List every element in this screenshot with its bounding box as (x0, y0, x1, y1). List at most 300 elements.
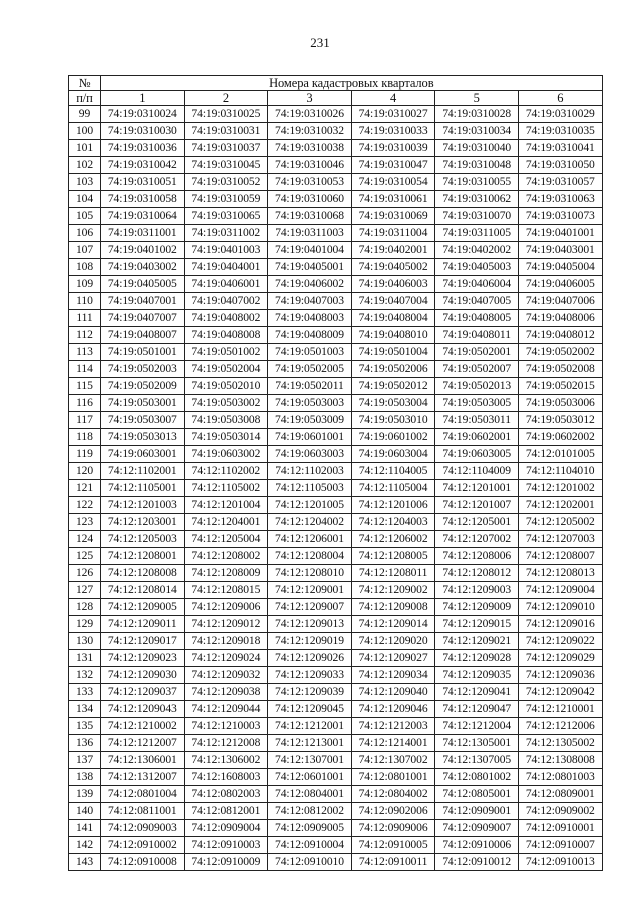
row-number: 121 (69, 480, 101, 497)
cadastral-quarter-cell: 74:12:1212004 (435, 718, 519, 735)
cadastral-quarter-cell: 74:19:0310027 (351, 106, 435, 123)
cadastral-quarter-cell: 74:12:1206002 (351, 531, 435, 548)
cadastral-quarters-table (68, 75, 603, 871)
cadastral-quarter-cell: 74:19:0405001 (268, 259, 352, 276)
cadastral-quarter-cell: 74:19:0407003 (268, 293, 352, 310)
header-row-group (69, 76, 603, 91)
cadastral-quarter-cell: 74:19:0311003 (268, 225, 352, 242)
table-row (69, 701, 603, 718)
cadastral-quarter-cell: 74:19:0310048 (435, 157, 519, 174)
cadastral-quarter-cell: 74:19:0402001 (351, 242, 435, 259)
cadastral-quarter-cell: 74:19:0401004 (268, 242, 352, 259)
cadastral-quarter-cell: 74:12:1104009 (435, 463, 519, 480)
header-row-columns (69, 91, 603, 106)
cadastral-quarter-cell: 74:19:0406004 (435, 276, 519, 293)
cadastral-quarter-cell: 74:19:0502007 (435, 361, 519, 378)
table-row (69, 854, 603, 871)
row-number: 129 (69, 616, 101, 633)
cadastral-quarter-cell: 74:12:0811001 (101, 803, 185, 820)
table-row (69, 803, 603, 820)
cadastral-quarter-cell: 74:12:1209030 (101, 667, 185, 684)
cadastral-quarter-cell: 74:19:0503011 (435, 412, 519, 429)
row-number: 119 (69, 446, 101, 463)
cadastral-quarter-cell: 74:12:0910010 (268, 854, 352, 871)
cadastral-quarter-cell: 74:19:0310054 (351, 174, 435, 191)
table-row (69, 548, 603, 565)
row-number: 118 (69, 429, 101, 446)
cadastral-quarter-cell: 74:12:1209033 (268, 667, 352, 684)
num-header-bottom: п/п (69, 91, 101, 106)
cadastral-quarter-cell: 74:12:1209044 (184, 701, 268, 718)
cadastral-quarter-cell: 74:19:0401001 (518, 225, 602, 242)
cadastral-quarter-cell: 74:12:0909002 (518, 803, 602, 820)
cadastral-quarter-cell: 74:12:0910002 (101, 837, 185, 854)
cadastral-quarter-cell: 74:19:0311005 (435, 225, 519, 242)
cadastral-quarter-cell: 74:12:0909007 (435, 820, 519, 837)
cadastral-quarter-cell: 74:12:1205001 (435, 514, 519, 531)
table-row (69, 786, 603, 803)
cadastral-quarter-cell: 74:12:1308008 (518, 752, 602, 769)
cadastral-quarter-cell: 74:19:0502001 (435, 344, 519, 361)
cadastral-quarter-cell: 74:19:0408010 (351, 327, 435, 344)
row-number: 115 (69, 378, 101, 395)
cadastral-quarter-cell: 74:19:0310030 (101, 123, 185, 140)
cadastral-quarter-cell: 74:19:0601001 (268, 429, 352, 446)
cadastral-quarter-cell: 74:12:0910007 (518, 837, 602, 854)
cadastral-quarter-cell: 74:19:0401003 (184, 242, 268, 259)
cadastral-quarter-cell: 74:19:0406001 (184, 276, 268, 293)
cadastral-quarter-cell: 74:19:0407005 (435, 293, 519, 310)
cadastral-quarter-cell: 74:19:0502012 (351, 378, 435, 395)
cadastral-quarter-cell: 74:19:0310029 (518, 106, 602, 123)
cadastral-quarter-cell: 74:19:0502004 (184, 361, 268, 378)
cadastral-quarter-cell: 74:19:0501004 (351, 344, 435, 361)
cadastral-quarter-cell: 74:12:1208007 (518, 548, 602, 565)
cadastral-quarter-cell: 74:12:0801004 (101, 786, 185, 803)
cadastral-quarter-cell: 74:19:0602001 (435, 429, 519, 446)
cadastral-quarter-cell: 74:12:1209028 (435, 650, 519, 667)
cadastral-quarter-cell: 74:19:0310068 (268, 208, 352, 225)
cadastral-quarter-cell: 74:12:1201005 (268, 497, 352, 514)
row-number: 99 (69, 106, 101, 123)
cadastral-quarter-cell: 74:12:1212008 (184, 735, 268, 752)
column-number: 5 (435, 91, 519, 106)
table-row (69, 514, 603, 531)
row-number: 135 (69, 718, 101, 735)
cadastral-quarter-cell: 74:12:1105003 (268, 480, 352, 497)
cadastral-quarter-cell: 74:12:1212003 (351, 718, 435, 735)
cadastral-quarter-cell: 74:12:1207003 (518, 531, 602, 548)
cadastral-quarter-cell: 74:12:0101005 (518, 446, 602, 463)
cadastral-quarter-cell: 74:19:0310040 (435, 140, 519, 157)
row-number: 110 (69, 293, 101, 310)
cadastral-quarter-cell: 74:12:1209007 (268, 599, 352, 616)
cadastral-quarter-cell: 74:19:0310070 (435, 208, 519, 225)
cadastral-quarter-cell: 74:12:1204001 (184, 514, 268, 531)
cadastral-quarter-cell: 74:19:0310060 (268, 191, 352, 208)
cadastral-quarter-cell: 74:19:0310039 (351, 140, 435, 157)
column-number: 1 (101, 91, 185, 106)
row-number: 114 (69, 361, 101, 378)
cadastral-quarter-cell: 74:19:0407006 (518, 293, 602, 310)
cadastral-quarter-cell: 74:19:0310064 (101, 208, 185, 225)
cadastral-quarter-cell: 74:19:0310038 (268, 140, 352, 157)
row-number: 104 (69, 191, 101, 208)
cadastral-quarter-cell: 74:19:0503005 (435, 395, 519, 412)
cadastral-quarter-cell: 74:12:1209029 (518, 650, 602, 667)
table-row (69, 531, 603, 548)
cadastral-quarter-cell: 74:12:1209046 (351, 701, 435, 718)
cadastral-quarter-cell: 74:12:1208004 (268, 548, 352, 565)
table-row (69, 684, 603, 701)
cadastral-quarter-cell: 74:19:0502010 (184, 378, 268, 395)
cadastral-quarter-cell: 74:12:1209041 (435, 684, 519, 701)
cadastral-quarter-cell: 74:19:0501002 (184, 344, 268, 361)
table-row (69, 106, 603, 123)
cadastral-quarter-cell: 74:12:1208002 (184, 548, 268, 565)
row-number: 141 (69, 820, 101, 837)
cadastral-quarter-cell: 74:19:0502006 (351, 361, 435, 378)
cadastral-quarter-cell: 74:12:0909005 (268, 820, 352, 837)
cadastral-quarter-cell: 74:12:1209005 (101, 599, 185, 616)
row-number: 112 (69, 327, 101, 344)
cadastral-quarter-cell: 74:19:0310061 (351, 191, 435, 208)
row-number: 124 (69, 531, 101, 548)
cadastral-quarter-cell: 74:19:0310047 (351, 157, 435, 174)
row-number: 111 (69, 310, 101, 327)
cadastral-quarter-cell: 74:19:0310062 (435, 191, 519, 208)
cadastral-quarter-cell: 74:19:0408012 (518, 327, 602, 344)
row-number: 136 (69, 735, 101, 752)
cadastral-quarter-cell: 74:12:0909001 (435, 803, 519, 820)
table-row (69, 565, 603, 582)
cadastral-quarter-cell: 74:19:0405002 (351, 259, 435, 276)
table-row (69, 361, 603, 378)
cadastral-quarter-cell: 74:12:1209004 (518, 582, 602, 599)
cadastral-quarter-cell: 74:12:1209009 (435, 599, 519, 616)
row-number: 137 (69, 752, 101, 769)
row-number: 130 (69, 633, 101, 650)
cadastral-quarter-cell: 74:19:0407007 (101, 310, 185, 327)
table-row (69, 293, 603, 310)
table-row (69, 582, 603, 599)
cadastral-quarter-cell: 74:19:0503003 (268, 395, 352, 412)
cadastral-quarter-cell: 74:19:0310063 (518, 191, 602, 208)
cadastral-quarter-cell: 74:12:0909004 (184, 820, 268, 837)
cadastral-quarter-cell: 74:12:0812002 (268, 803, 352, 820)
cadastral-quarter-cell: 74:12:1205002 (518, 514, 602, 531)
cadastral-quarter-cell: 74:12:1209047 (435, 701, 519, 718)
row-number: 125 (69, 548, 101, 565)
cadastral-quarter-cell: 74:19:0603005 (435, 446, 519, 463)
cadastral-quarter-cell: 74:19:0503010 (351, 412, 435, 429)
table-row (69, 446, 603, 463)
cadastral-quarter-cell: 74:19:0401002 (101, 242, 185, 259)
cadastral-quarter-cell: 74:19:0310036 (101, 140, 185, 157)
row-number: 127 (69, 582, 101, 599)
cadastral-quarter-cell: 74:12:1212007 (101, 735, 185, 752)
cadastral-quarter-cell: 74:12:1209021 (435, 633, 519, 650)
cadastral-quarter-cell: 74:12:1209027 (351, 650, 435, 667)
cadastral-quarter-cell: 74:19:0310059 (184, 191, 268, 208)
table-row (69, 191, 603, 208)
cadastral-quarter-cell: 74:19:0404001 (184, 259, 268, 276)
row-number: 131 (69, 650, 101, 667)
cadastral-quarter-cell: 74:19:0310025 (184, 106, 268, 123)
cadastral-quarter-cell: 74:12:1105004 (351, 480, 435, 497)
cadastral-quarter-cell: 74:19:0407002 (184, 293, 268, 310)
cadastral-quarter-cell: 74:19:0502008 (518, 361, 602, 378)
cadastral-quarter-cell: 74:19:0403002 (101, 259, 185, 276)
cadastral-quarter-cell: 74:19:0310052 (184, 174, 268, 191)
cadastral-quarter-cell: 74:12:1209018 (184, 633, 268, 650)
row-number: 132 (69, 667, 101, 684)
table-row (69, 395, 603, 412)
table-row (69, 327, 603, 344)
cadastral-quarter-cell: 74:12:1102003 (268, 463, 352, 480)
cadastral-quarter-cell: 74:12:1208001 (101, 548, 185, 565)
row-number: 117 (69, 412, 101, 429)
row-number: 100 (69, 123, 101, 140)
cadastral-quarter-cell: 74:19:0502009 (101, 378, 185, 395)
table-row (69, 616, 603, 633)
cadastral-quarter-cell: 74:19:0310037 (184, 140, 268, 157)
table-row (69, 412, 603, 429)
table-row (69, 429, 603, 446)
table-row (69, 140, 603, 157)
cadastral-quarter-cell: 74:19:0310035 (518, 123, 602, 140)
cadastral-quarter-cell: 74:19:0408007 (101, 327, 185, 344)
cadastral-quarter-cell: 74:12:1102001 (101, 463, 185, 480)
row-number: 133 (69, 684, 101, 701)
cadastral-quarter-cell: 74:19:0406003 (351, 276, 435, 293)
cadastral-quarter-cell: 74:19:0503008 (184, 412, 268, 429)
cadastral-quarter-cell: 74:12:1209022 (518, 633, 602, 650)
cadastral-quarter-cell: 74:12:1201002 (518, 480, 602, 497)
cadastral-quarter-cell: 74:12:1201004 (184, 497, 268, 514)
cadastral-quarter-cell: 74:12:1608003 (184, 769, 268, 786)
cadastral-quarter-cell: 74:12:1209034 (351, 667, 435, 684)
cadastral-quarter-cell: 74:12:1306001 (101, 752, 185, 769)
cadastral-quarter-cell: 74:19:0310032 (268, 123, 352, 140)
cadastral-quarter-cell: 74:19:0603004 (351, 446, 435, 463)
cadastral-quarter-cell: 74:19:0405003 (435, 259, 519, 276)
cadastral-quarter-cell: 74:19:0503006 (518, 395, 602, 412)
cadastral-quarter-cell: 74:12:1201007 (435, 497, 519, 514)
cadastral-quarter-cell: 74:12:0910008 (101, 854, 185, 871)
cadastral-quarter-cell: 74:12:1306002 (184, 752, 268, 769)
cadastral-quarter-cell: 74:12:1208014 (101, 582, 185, 599)
cadastral-quarter-cell: 74:19:0310057 (518, 174, 602, 191)
cadastral-quarter-cell: 74:12:0909003 (101, 820, 185, 837)
cadastral-quarter-cell: 74:19:0502011 (268, 378, 352, 395)
cadastral-quarter-cell: 74:12:1209011 (101, 616, 185, 633)
cadastral-quarter-cell: 74:12:1203001 (101, 514, 185, 531)
cadastral-quarter-cell: 74:19:0601002 (351, 429, 435, 446)
row-number: 106 (69, 225, 101, 242)
row-number: 116 (69, 395, 101, 412)
cadastral-quarter-cell: 74:12:1209023 (101, 650, 185, 667)
cadastral-quarter-cell: 74:12:1212001 (268, 718, 352, 735)
cadastral-quarter-cell: 74:12:0902006 (351, 803, 435, 820)
cadastral-quarter-cell: 74:12:1209002 (351, 582, 435, 599)
cadastral-quarter-cell: 74:12:0805001 (435, 786, 519, 803)
cadastral-quarter-cell: 74:12:1209032 (184, 667, 268, 684)
cadastral-quarter-cell: 74:12:1209008 (351, 599, 435, 616)
cadastral-quarter-cell: 74:12:0812001 (184, 803, 268, 820)
table-row (69, 378, 603, 395)
table-row (69, 633, 603, 650)
table-row (69, 123, 603, 140)
cadastral-quarter-cell: 74:12:0910003 (184, 837, 268, 854)
table-row (69, 667, 603, 684)
cadastral-quarter-cell: 74:12:0910011 (351, 854, 435, 871)
row-number: 123 (69, 514, 101, 531)
cadastral-quarter-cell: 74:12:1201006 (351, 497, 435, 514)
cadastral-quarter-cell: 74:12:1209003 (435, 582, 519, 599)
cadastral-quarter-cell: 74:12:1307001 (268, 752, 352, 769)
cadastral-quarter-cell: 74:19:0602002 (518, 429, 602, 446)
cadastral-quarter-cell: 74:19:0310050 (518, 157, 602, 174)
cadastral-quarter-cell: 74:12:1210002 (101, 718, 185, 735)
cadastral-quarter-cell: 74:12:1209015 (435, 616, 519, 633)
cadastral-quarter-cell: 74:12:1105001 (101, 480, 185, 497)
cadastral-quarter-cell: 74:12:1209045 (268, 701, 352, 718)
column-number: 6 (518, 91, 602, 106)
row-number: 102 (69, 157, 101, 174)
cadastral-quarter-cell: 74:12:0910005 (351, 837, 435, 854)
cadastral-quarter-cell: 74:12:0910004 (268, 837, 352, 854)
cadastral-quarter-cell: 74:12:1209038 (184, 684, 268, 701)
cadastral-quarter-cell: 74:19:0310053 (268, 174, 352, 191)
column-number: 2 (184, 91, 268, 106)
cadastral-quarter-cell: 74:19:0502005 (268, 361, 352, 378)
table-row (69, 650, 603, 667)
cadastral-quarter-cell: 74:19:0310065 (184, 208, 268, 225)
table-row (69, 208, 603, 225)
cadastral-quarter-cell: 74:12:0809001 (518, 786, 602, 803)
cadastral-quarter-cell: 74:12:1205003 (101, 531, 185, 548)
cadastral-quarter-cell: 74:12:0910012 (435, 854, 519, 871)
cadastral-quarter-cell: 74:12:1209042 (518, 684, 602, 701)
table-row (69, 820, 603, 837)
table-row (69, 174, 603, 191)
row-number: 142 (69, 837, 101, 854)
cadastral-quarter-cell: 74:19:0501001 (101, 344, 185, 361)
cadastral-quarter-cell: 74:19:0408011 (435, 327, 519, 344)
table-row (69, 837, 603, 854)
cadastral-quarter-cell: 74:19:0406002 (268, 276, 352, 293)
cadastral-quarter-cell: 74:19:0408005 (435, 310, 519, 327)
cadastral-quarter-cell: 74:12:1208012 (435, 565, 519, 582)
row-number: 101 (69, 140, 101, 157)
group-header: Номера кадастровых кварталов (101, 76, 603, 91)
cadastral-quarter-cell: 74:12:1209001 (268, 582, 352, 599)
cadastral-quarter-cell: 74:19:0310073 (518, 208, 602, 225)
cadastral-quarter-cell: 74:12:0801003 (518, 769, 602, 786)
cadastral-quarter-cell: 74:19:0502002 (518, 344, 602, 361)
cadastral-quarter-cell: 74:12:1209035 (435, 667, 519, 684)
table-row (69, 310, 603, 327)
cadastral-quarter-cell: 74:19:0405005 (101, 276, 185, 293)
cadastral-quarter-cell: 74:12:1209006 (184, 599, 268, 616)
cadastral-quarter-cell: 74:12:1205004 (184, 531, 268, 548)
cadastral-quarter-cell: 74:19:0405004 (518, 259, 602, 276)
cadastral-quarter-cell: 74:12:1105002 (184, 480, 268, 497)
cadastral-quarter-cell: 74:19:0310031 (184, 123, 268, 140)
cadastral-quarter-cell: 74:19:0503009 (268, 412, 352, 429)
cadastral-quarter-cell: 74:19:0311004 (351, 225, 435, 242)
cadastral-quarter-cell: 74:12:0910006 (435, 837, 519, 854)
cadastral-quarter-cell: 74:12:0801001 (351, 769, 435, 786)
cadastral-quarter-cell: 74:12:1307005 (435, 752, 519, 769)
row-number: 140 (69, 803, 101, 820)
cadastral-quarter-cell: 74:19:0503001 (101, 395, 185, 412)
cadastral-quarter-cell: 74:12:1208008 (101, 565, 185, 582)
table-row (69, 769, 603, 786)
cadastral-quarter-cell: 74:19:0503004 (351, 395, 435, 412)
cadastral-quarter-cell: 74:12:1201001 (435, 480, 519, 497)
cadastral-quarter-cell: 74:19:0603002 (184, 446, 268, 463)
table-row (69, 225, 603, 242)
row-number: 138 (69, 769, 101, 786)
cadastral-quarter-cell: 74:12:0801002 (435, 769, 519, 786)
cadastral-quarter-cell: 74:19:0503014 (184, 429, 268, 446)
cadastral-quarter-cell: 74:12:1209020 (351, 633, 435, 650)
cadastral-quarter-cell: 74:19:0408002 (184, 310, 268, 327)
table-row (69, 463, 603, 480)
row-number: 107 (69, 242, 101, 259)
cadastral-quarter-cell: 74:19:0402002 (435, 242, 519, 259)
cadastral-quarter-cell: 74:19:0310024 (101, 106, 185, 123)
cadastral-quarter-cell: 74:12:1209043 (101, 701, 185, 718)
cadastral-quarter-cell: 74:12:1201003 (101, 497, 185, 514)
cadastral-quarter-cell: 74:19:0503002 (184, 395, 268, 412)
cadastral-quarter-cell: 74:12:1202001 (518, 497, 602, 514)
cadastral-quarter-cell: 74:12:0804001 (268, 786, 352, 803)
row-number: 105 (69, 208, 101, 225)
cadastral-quarter-cell: 74:19:0310069 (351, 208, 435, 225)
cadastral-quarter-cell: 74:12:1204003 (351, 514, 435, 531)
cadastral-quarter-cell: 74:12:1102002 (184, 463, 268, 480)
cadastral-quarter-cell: 74:12:1209040 (351, 684, 435, 701)
cadastral-quarter-cell: 74:12:0601001 (268, 769, 352, 786)
cadastral-quarter-cell: 74:19:0502013 (435, 378, 519, 395)
cadastral-quarter-cell: 74:19:0310028 (435, 106, 519, 123)
cadastral-quarter-cell: 74:12:0910013 (518, 854, 602, 871)
cadastral-quarter-cell: 74:12:1209037 (101, 684, 185, 701)
cadastral-quarter-cell: 74:12:0910001 (518, 820, 602, 837)
cadastral-quarter-cell: 74:19:0503007 (101, 412, 185, 429)
cadastral-quarter-cell: 74:12:1208009 (184, 565, 268, 582)
cadastral-quarter-cell: 74:12:1305001 (435, 735, 519, 752)
table-row (69, 752, 603, 769)
cadastral-quarter-cell: 74:12:0909006 (351, 820, 435, 837)
cadastral-quarter-cell: 74:19:0310051 (101, 174, 185, 191)
cadastral-quarter-cell: 74:19:0603003 (268, 446, 352, 463)
row-number: 139 (69, 786, 101, 803)
row-number: 108 (69, 259, 101, 276)
cadastral-quarter-cell: 74:19:0403001 (518, 242, 602, 259)
row-number: 109 (69, 276, 101, 293)
cadastral-quarter-cell: 74:12:1207002 (435, 531, 519, 548)
cadastral-quarter-cell: 74:12:0802003 (184, 786, 268, 803)
cadastral-quarter-cell: 74:19:0310042 (101, 157, 185, 174)
cadastral-quarter-cell: 74:12:0910009 (184, 854, 268, 871)
cadastral-quarter-cell: 74:19:0408008 (184, 327, 268, 344)
cadastral-quarter-cell: 74:19:0310034 (435, 123, 519, 140)
cadastral-quarter-cell: 74:19:0310045 (184, 157, 268, 174)
